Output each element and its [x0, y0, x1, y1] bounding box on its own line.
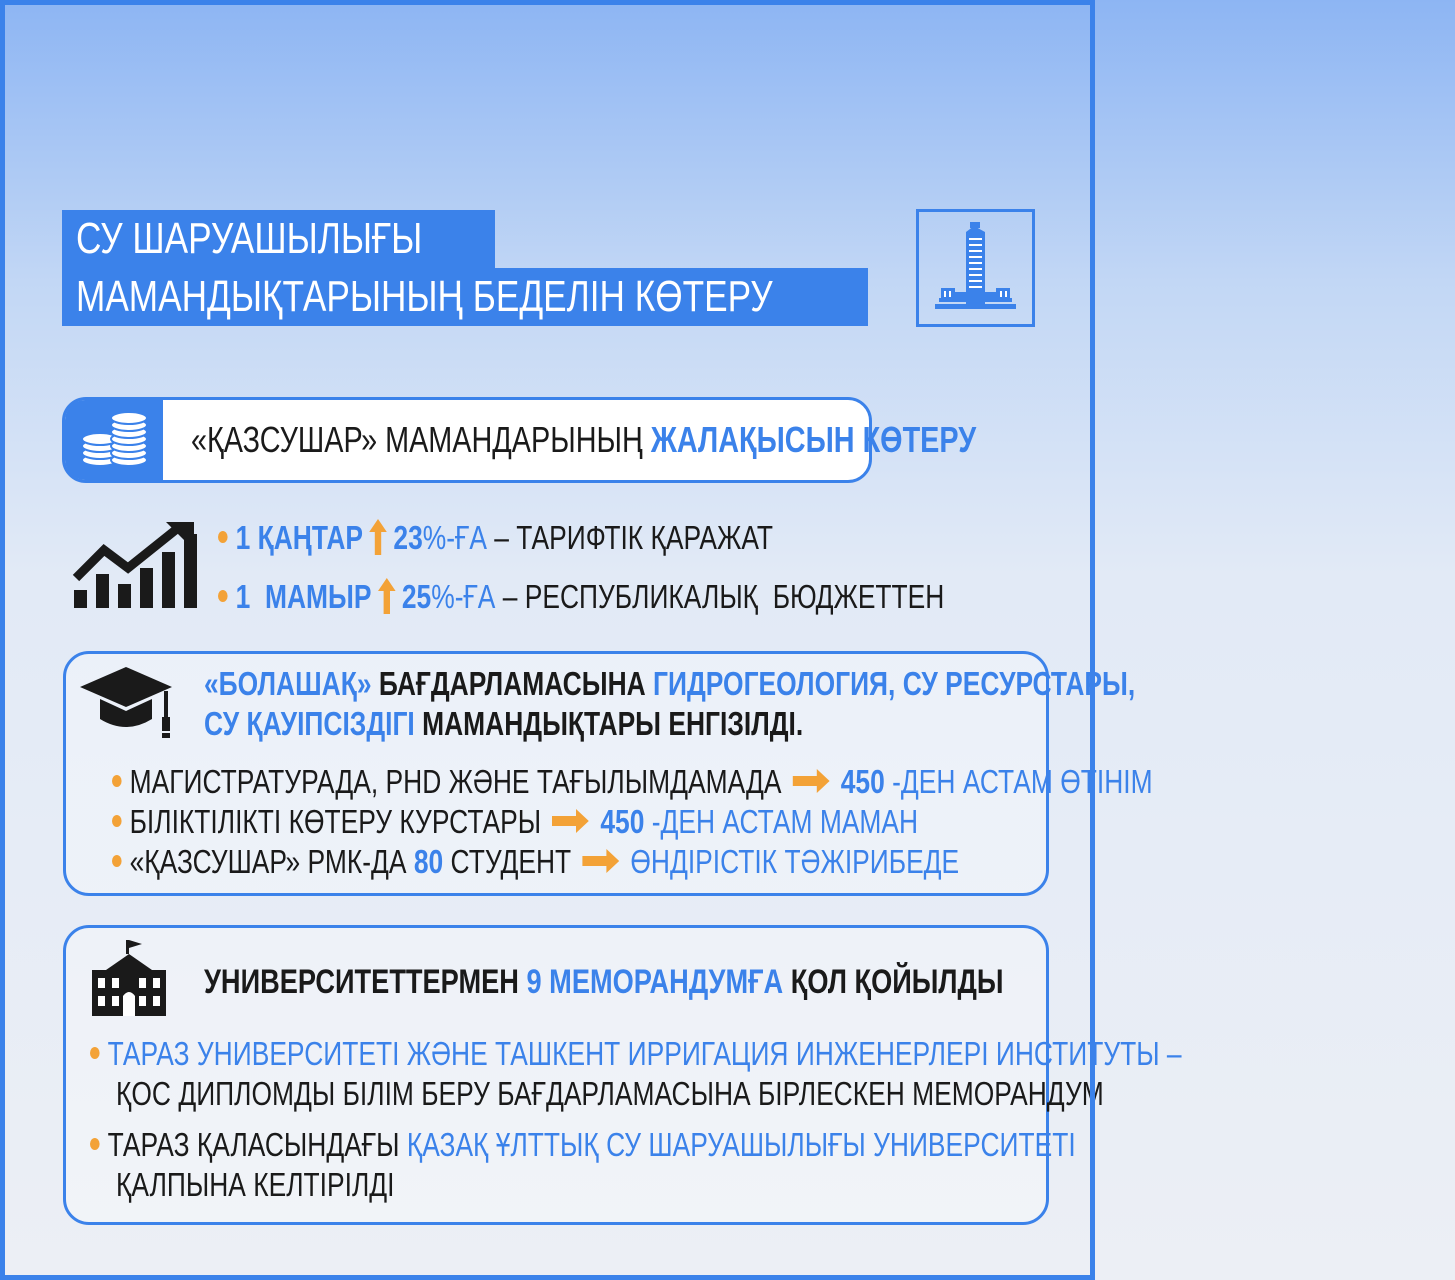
bullet-dot — [90, 1138, 100, 1150]
right-arrow-icon — [552, 809, 589, 833]
rate-row-january: 1 ҚАҢТАР 23%-ҒА – ТАРИФТІК ҚАРАЖАТ — [218, 518, 912, 558]
coins-icon-container — [65, 400, 163, 480]
growth-chart-icon — [74, 522, 198, 608]
university-item-2-line-2: ҚАЛПЫНА КЕЛТІРІЛДІ — [116, 1166, 395, 1203]
right-arrow-icon — [793, 769, 830, 793]
bullet-masters-applications: МАГИСТРАТУРАДА, PHD ЖӘНЕ ТАҒЫЛЫМДАМАДА 450 -ДЕН АСТАМ ӨТІНІМ — [112, 762, 1413, 802]
bullet-students: «ҚАЗСУШАР» РМК-ДА 80 СТУДЕНТ ӨНДІРІСТІК ТӘЖІРИБЕДЕ — [112, 842, 1171, 882]
bullet-dot — [112, 815, 122, 827]
university-item-1-line-1: ТАРАЗ УНИВЕРСИТЕТІ ЖӘНЕ ТАШКЕНТ ИРРИГАЦИЯ ИНЖЕНЕРЛЕРІ ИНСТИТУТЫ – — [90, 1034, 1455, 1074]
bullet-courses: БІЛІКТІЛІКТІ КӨТЕРУ КУРСТАРЫ 450 -ДЕН АСТАМ МАМАН — [112, 802, 1120, 842]
title-line-2: МАМАНДЫҚТАРЫНЫҢ БЕДЕЛІН КӨТЕРУ — [62, 268, 868, 326]
coins-icon — [65, 400, 163, 480]
salary-banner-highlight: ЖАЛАҚЫСЫН КӨТЕРУ — [650, 419, 977, 460]
title-line-1: СУ ШАРУАШЫЛЫҒЫ — [62, 210, 495, 268]
building-icon — [919, 212, 1032, 324]
bolashak-line-1: «БОЛАШАҚ» БАҒДАРЛАМАСЫНА ГИДРОГЕОЛОГИЯ, СУ РЕСУРСТАРЫ, — [204, 665, 1136, 702]
salary-banner-prefix: «ҚАЗСУШАР» МАМАНДАРЫНЫҢ — [191, 419, 643, 460]
up-arrow-icon — [369, 519, 387, 555]
bullet-dot — [112, 855, 122, 867]
salary-banner-text — [191, 420, 1172, 460]
bullet-dot — [218, 531, 228, 543]
university-item-2-line-1: ТАРАЗ ҚАЛАСЫНДАҒЫ ҚАЗАҚ ҰЛТТЫҚ СУ ШАРУАШЫЛЫҒЫ УНИВЕРСИТЕТІ — [90, 1125, 1322, 1165]
bullet-dot — [218, 590, 228, 602]
bullet-dot — [90, 1047, 100, 1059]
ministry-building-logo — [916, 209, 1035, 327]
bolashak-line-2: СУ ҚАУІПСІЗДІГІ МАМАНДЫҚТАРЫ ЕНГІЗІЛДІ. — [204, 705, 804, 742]
up-arrow-icon — [378, 578, 396, 614]
rate-row-may: 1 МАМЫР 25%-ҒА – РЕСПУБЛИКАЛЫҚ БЮДЖЕТТЕН — [218, 577, 1126, 617]
university-building-icon — [92, 940, 166, 1016]
right-arrow-icon — [582, 849, 619, 873]
graduation-cap-icon — [80, 667, 188, 743]
universities-heading: УНИВЕРСИТЕТТЕРМЕН 9 МЕМОРАНДУМҒА ҚОЛ ҚОЙЫЛДЫ — [204, 963, 1004, 1001]
bullet-dot — [112, 775, 122, 787]
university-item-1-line-2: ҚОС ДИПЛОМДЫ БІЛІМ БЕРУ БАҒДАРЛАМАСЫНА БІРЛЕСКЕН МЕМОРАНДУМ — [116, 1075, 1104, 1112]
salary-banner — [62, 397, 977, 483]
